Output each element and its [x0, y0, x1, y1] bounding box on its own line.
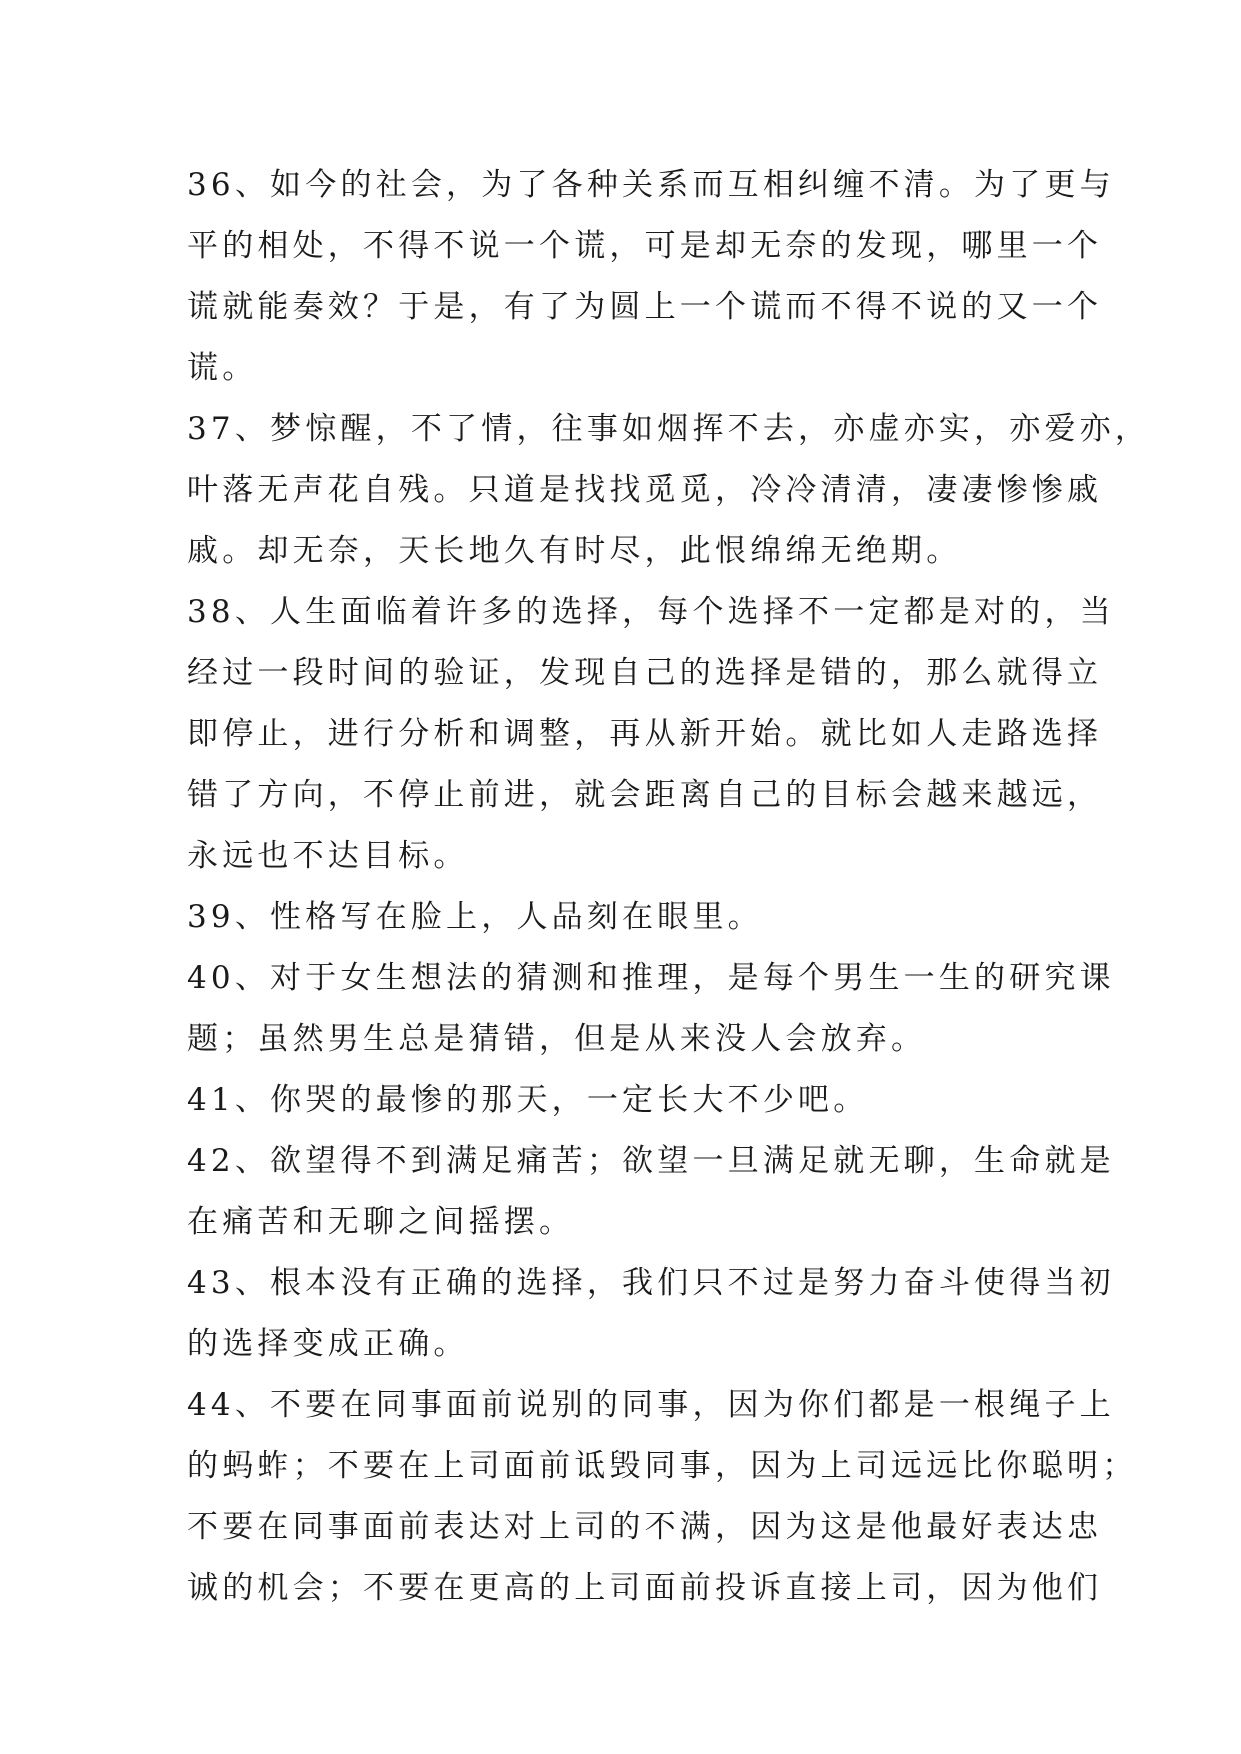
- text-line: 42、欲望得不到满足痛苦；欲望一旦满足就无聊，生命就是: [187, 1143, 1115, 1179]
- text-line: 即停止，进行分析和调整，再从新开始。就比如人走路选择: [187, 716, 1103, 752]
- text-line: 44、不要在同事面前说别的同事，因为你们都是一根绳子上: [187, 1387, 1115, 1423]
- text-line: 的蚂蚱；不要在上司面前诋毁同事，因为上司远远比你聪明；: [187, 1448, 1138, 1484]
- text-line: 谎。: [187, 350, 258, 386]
- text-line: 叶落无声花自残。只道是找找觅觅，冷冷清清，凄凄惨惨戚: [187, 472, 1103, 508]
- text-line: 经过一段时间的验证，发现自己的选择是错的，那么就得立: [187, 655, 1103, 691]
- text-line: 谎就能奏效？于是，有了为圆上一个谎而不得不说的又一个: [187, 289, 1103, 325]
- document-body: [187, 155, 1151, 1619]
- text-line: 36、如今的社会，为了各种关系而互相纠缠不清。为了更与: [187, 167, 1115, 203]
- text-line: 的选择变成正确。: [187, 1326, 469, 1362]
- text-line: 戚。却无奈，天长地久有时尽，此恨绵绵无绝期。: [187, 533, 962, 569]
- text-line: 39、性格写在脸上，人品刻在眼里。: [187, 899, 763, 935]
- text-line: 41、你哭的最惨的那天，一定长大不少吧。: [187, 1082, 869, 1118]
- text-line: 40、对于女生想法的猜测和推理，是每个男生一生的研究课: [187, 960, 1115, 996]
- text-line: 38、人生面临着许多的选择，每个选择不一定都是对的，当: [187, 594, 1115, 630]
- text-line: 平的相处，不得不说一个谎，可是却无奈的发现，哪里一个: [187, 228, 1103, 264]
- text-line: 43、根本没有正确的选择，我们只不过是努力奋斗使得当初: [187, 1265, 1115, 1301]
- text-line: 不要在同事面前表达对上司的不满，因为这是他最好表达忠: [187, 1509, 1103, 1545]
- text-line: 题；虽然男生总是猜错，但是从来没人会放弃。: [187, 1021, 927, 1057]
- text-line: 37、梦惊醒，不了情，往事如烟挥不去，亦虚亦实，亦爱亦，: [187, 411, 1151, 447]
- text-line: 永远也不达目标。: [187, 838, 469, 874]
- text-line: 在痛苦和无聊之间摇摆。: [187, 1204, 575, 1240]
- text-line: 错了方向，不停止前进，就会距离自己的目标会越来越远，: [187, 777, 1103, 813]
- text-line: 诚的机会；不要在更高的上司面前投诉直接上司，因为他们: [187, 1570, 1103, 1606]
